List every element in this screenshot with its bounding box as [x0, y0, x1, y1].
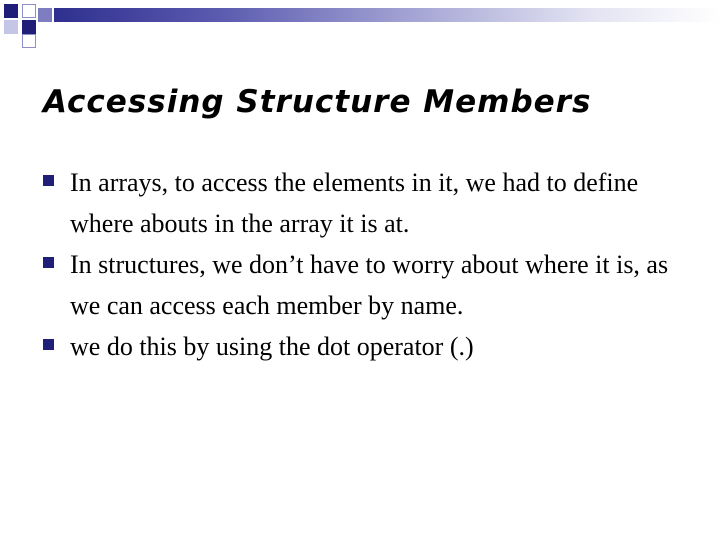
bullet-text: In structures, we don’t have to worry about where it is, as we can access each member by name.	[70, 250, 669, 320]
bullet-text: we do this by using the dot operator (.)	[70, 332, 474, 361]
bullet-text: In arrays, to access the elements in it, we had to define where abouts in the array it is at.	[70, 168, 639, 238]
header-gradient-bar	[54, 8, 720, 22]
decor-square	[22, 20, 36, 34]
square-bullet-icon	[43, 175, 54, 186]
decor-square	[22, 34, 36, 48]
decor-square	[4, 20, 18, 34]
decor-square	[4, 4, 18, 18]
bullet-item	[43, 162, 693, 244]
square-bullet-icon	[43, 257, 54, 268]
decor-square	[22, 4, 36, 18]
header-decoration	[0, 0, 720, 48]
square-bullet-icon	[43, 339, 54, 350]
bullet-item	[43, 244, 693, 326]
decor-square	[38, 8, 52, 22]
slide-title: Accessing Structure Members	[43, 84, 592, 120]
bullet-list	[43, 162, 693, 367]
bullet-item	[43, 326, 693, 367]
